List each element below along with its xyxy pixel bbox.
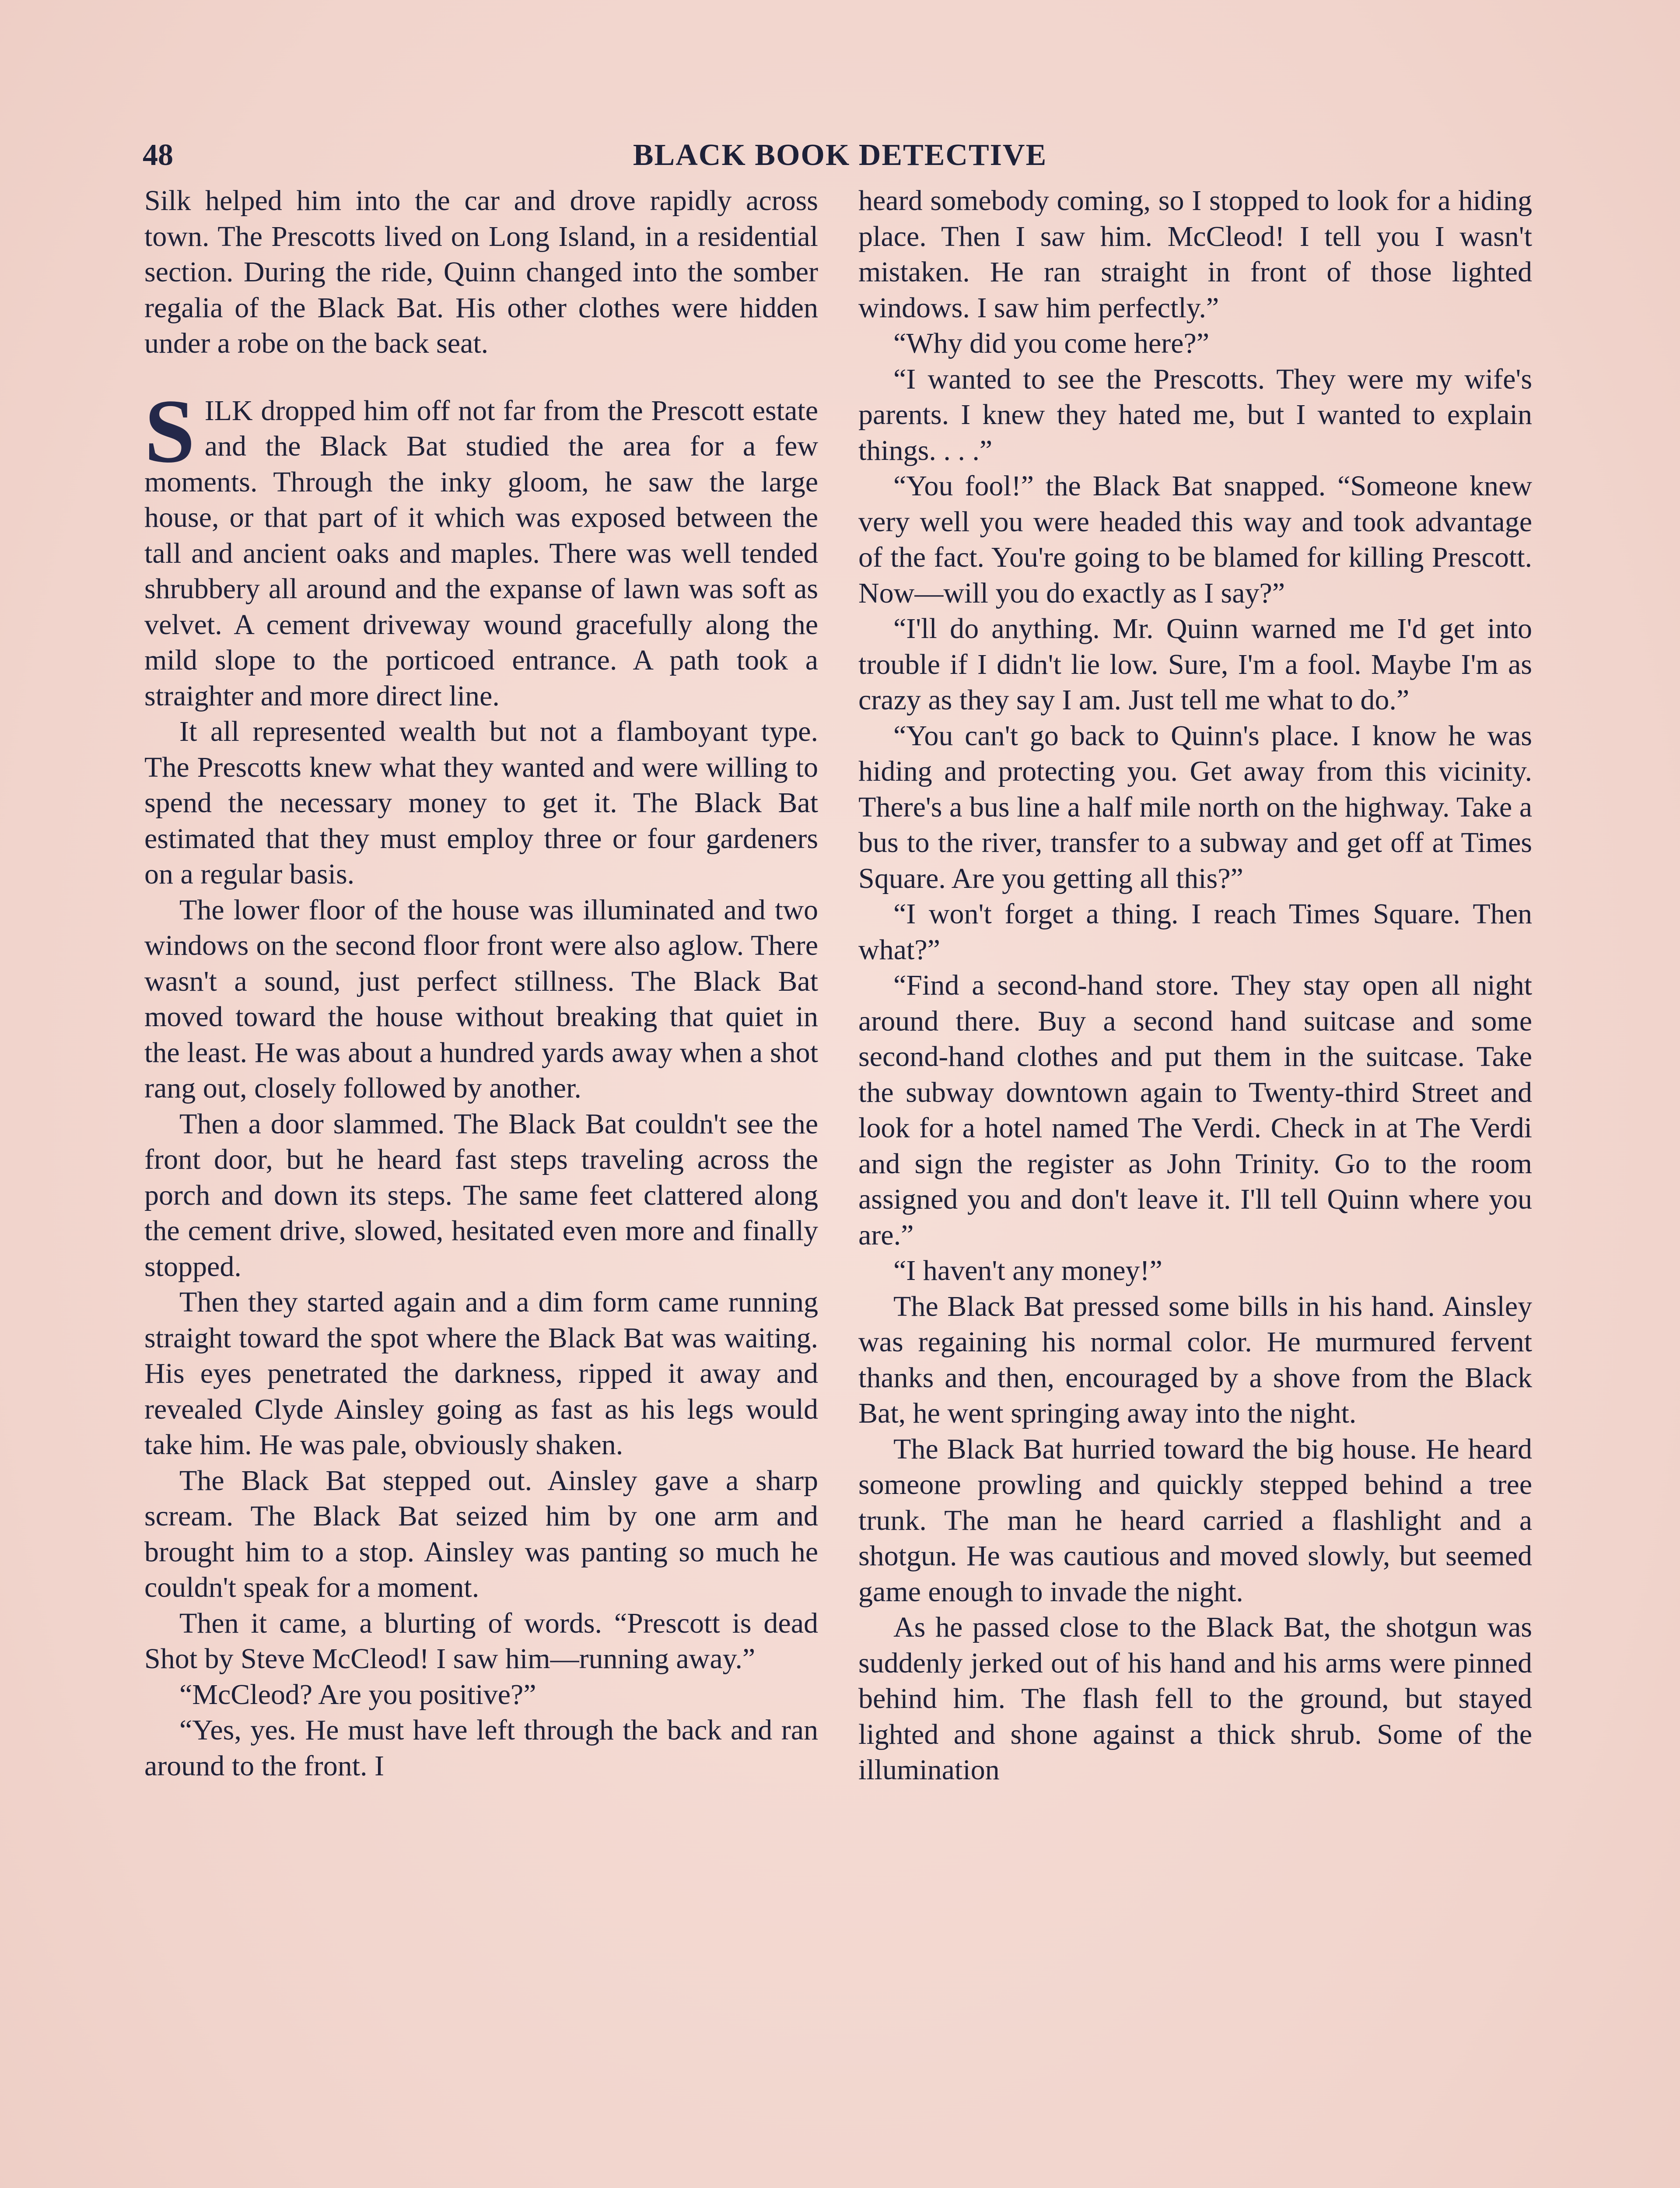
paragraph: It all represented wealth but not a flamboyant type. The Prescotts knew what they wanted and were willing to spend the necessary money to get it. The Black Bat estimated that they must employ three or four gardeners on a regular basis. bbox=[144, 715, 818, 890]
page-number: 48 bbox=[143, 138, 173, 172]
paragraph: “McCleod? Are you positive?” bbox=[179, 1678, 536, 1711]
paragraph: “Yes, yes. He must have left through the back and ran around to the front. I bbox=[144, 1714, 818, 1782]
paragraph: Then a door slammed. The Black Bat couldn't see the front door, but he heard fast steps traveling across the porch and down its steps. The same feet clattered along the cement drive, slowed, hesitated even more and finally stopped. bbox=[144, 1108, 818, 1283]
paragraph: “You fool!” the Black Bat snapped. “Someone knew very well you were headed this way and took advantage of the fact. You're going to be blamed for killing Prescott. Now—will you do exactly as I say?” bbox=[858, 470, 1532, 609]
paragraph: heard somebody coming, so I stopped to look for a hiding place. Then I saw him. McCleod! I tell you I wasn't mistaken. He ran straight in front of those lighted windows. I saw him perfectly.” bbox=[858, 185, 1532, 324]
paragraph: “I wanted to see the Prescotts. They were my wife's parents. I knew they hated me, but I wanted to explain things. . . .” bbox=[858, 363, 1532, 466]
paragraph: “Why did you come here?” bbox=[893, 327, 1210, 359]
page-header bbox=[143, 131, 1537, 179]
paragraph: “I haven't any money!” bbox=[893, 1255, 1162, 1287]
paragraph: Then they started again and a dim form came running straight toward the spot where the Black Bat was waiting. His eyes penetrated the darkness, ripped it away and revealed Clyde Ainsley going as fast as his legs would take him. He was pale, obviously shaken. bbox=[144, 1286, 818, 1461]
paragraph: The Black Bat hurried toward the big house. He heard someone prowling and quickly stepped behind a tree trunk. The man he heard carried a flashlight and a shotgun. He was cautious and moved slowly, but seemed game enough to invade the night. bbox=[858, 1433, 1532, 1608]
paragraph: Silk helped him into the car and drove rapidly across town. The Prescotts lived on Long Island, in a residential section. During the ride, Quinn changed into the somber regalia of the Black Bat. His other clothes were hidden under a robe on the back seat. bbox=[144, 185, 818, 359]
paragraph-text: ILK dropped him off not far from the Prescott estate and the Black Bat studied the area for a few moments. Through the inky gloom, he saw the large house, or that part of it which was exposed between the tall and ancient oaks and maples. There was well tended shrubbery all around and the expanse of lawn was soft as velvet. A cement driveway wound gracefully along the mild slope to the porticoed entrance. A path took a straighter and more direct line. bbox=[144, 394, 818, 712]
paragraph: The Black Bat stepped out. Ainsley gave a sharp scream. The Black Bat seized him by one arm and brought him to a stop. Ainsley was panting so much he couldn't speak for a moment. bbox=[144, 1464, 818, 1603]
right-column bbox=[858, 183, 1532, 1788]
paragraph: The Black Bat pressed some bills in his hand. Ainsley was regaining his normal color. He murmured fervent thanks and then, encouraged by a shove from the Black Bat, he went springing away into the night. bbox=[858, 1290, 1532, 1429]
paragraph: “You can't go back to Quinn's place. I know he was hiding and protecting you. Get away from this vicinity. There's a bus line a half mile north on the highway. Take a bus to the river, transfer to a subway and get off at Times Square. Are you getting all this?” bbox=[858, 719, 1532, 894]
paragraph: “I won't forget a thing. I reach Times Square. Then what?” bbox=[858, 898, 1532, 966]
paragraph: The lower floor of the house was illuminated and two windows on the second floor front were also aglow. There wasn't a sound, just perfect stillness. The Black Bat moved toward the house without breaking that quiet in the least. He was about a hundred yards away when a shot rang out, closely followed by another. bbox=[144, 894, 818, 1104]
left-column bbox=[144, 183, 818, 1784]
paragraph-with-drop-cap bbox=[144, 380, 818, 714]
paragraph: Then it came, a blurting of words. “Prescott is dead Shot by Steve McCleod! I saw him—running away.” bbox=[144, 1607, 818, 1675]
running-head: BLACK BOOK DETECTIVE bbox=[633, 138, 1047, 172]
paragraph: “Find a second-hand store. They stay open all night around there. Buy a second hand suitcase and some second-hand clothes and put them in the suitcase. Take the subway downtown again to Twenty-third Street and look for a hotel named The Verdi. Check in at The Verdi and sign the register as John Trinity. Go to the room assigned you and don't leave it. I'll tell Quinn where you are.” bbox=[858, 969, 1532, 1251]
drop-cap: S bbox=[144, 380, 195, 481]
paragraph: As he passed close to the Black Bat, the shotgun was suddenly jerked out of his hand and his arms were pinned behind him. The flash fell to the ground, but stayed lighted and shone against a thick shrub. Some of the illumination bbox=[858, 1611, 1532, 1786]
paragraph: “I'll do anything. Mr. Quinn warned me I'd get into trouble if I didn't lie low. Sure, I'm a fool. Maybe I'm as crazy as they say I am. Just tell me what to do.” bbox=[858, 613, 1532, 716]
